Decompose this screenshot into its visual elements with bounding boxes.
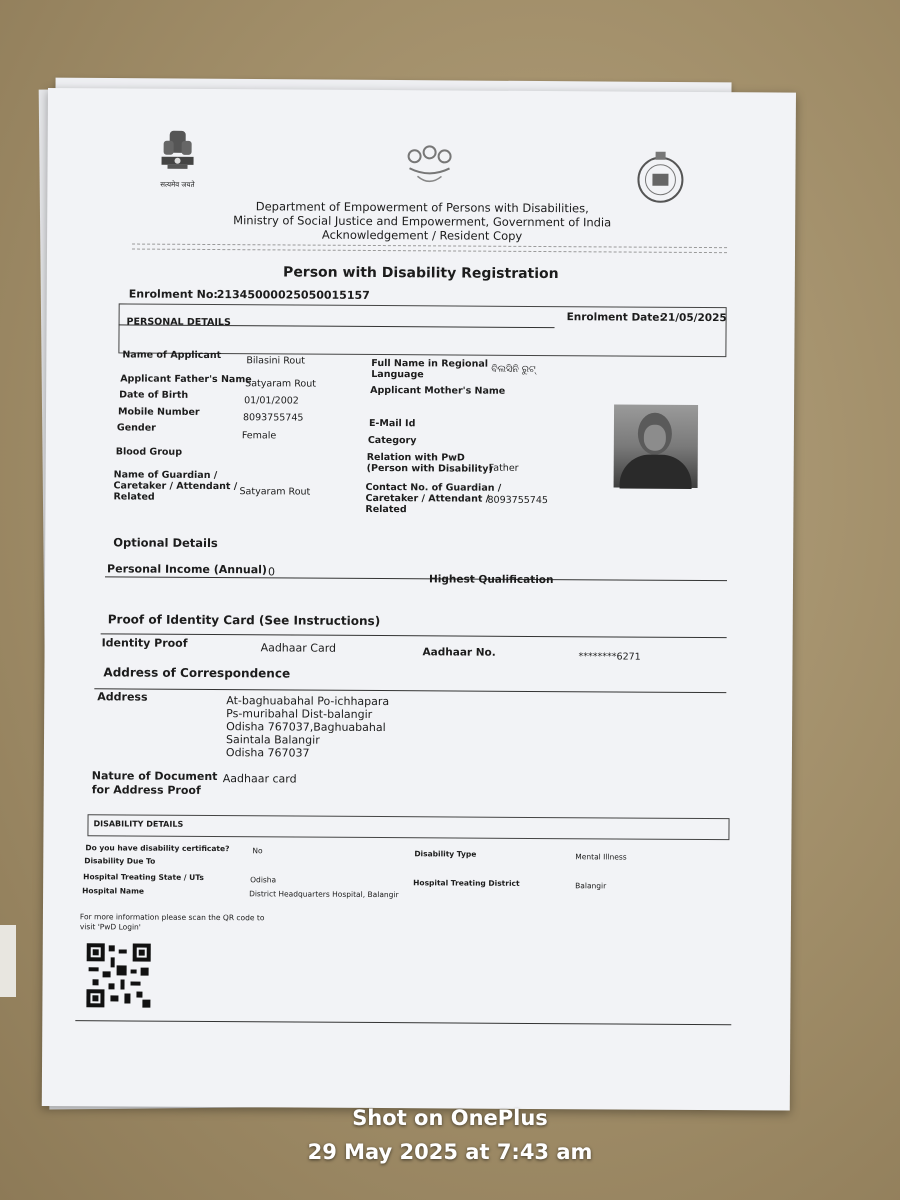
address-line: Odisha 767037,Baghuabahal [226,720,386,735]
guardian-label-line: Caretaker / Attendant / [113,480,238,493]
income-value: 0 [268,565,276,579]
income-label: Personal Income (Annual) [107,562,268,577]
footer-line [75,1020,731,1025]
qr-code-icon[interactable] [86,943,150,1007]
contact-label-line: Related [365,503,407,516]
hospital-district-label: Hospital Treating District [413,878,520,888]
disability-type-label: Disability Type [414,849,477,859]
contact-label-line: Caretaker / Attendant / [365,492,490,505]
department-header [197,199,647,244]
header-line: Acknowledgement / Resident Copy [321,227,523,243]
relation-label-line: Relation with PwD [366,451,465,464]
aadhaar-value: ********6271 [578,651,641,663]
qualification-label: Highest Qualification [428,573,554,587]
gender-label: Gender [116,422,156,434]
regional-name-value: ବିଲସିନି ରୁଟ୍ [491,363,536,375]
divider [132,244,727,249]
regional-name-label [371,358,488,381]
guardian-label-line: Related [113,491,155,503]
header-line: Ministry of Social Justice and Empowerment, Government of India [233,213,612,230]
identity-proof-label: Identity Proof [101,636,188,650]
hospital-name-value: District Headquarters Hospital, Balangir [249,889,399,900]
guardian-contact-value: 8093755745 [487,494,548,507]
photo-body [620,454,692,488]
relation-label-line: (Person with Disability) [366,462,493,475]
disability-details-box [87,814,729,840]
mobile-value: 8093755745 [242,412,304,424]
applicant-photo [614,404,699,488]
address-line: Saintala Balangir [225,733,320,747]
category-label: Category [367,434,417,447]
hospital-state-value: Odisha [250,875,277,885]
doc-label-line: for Address Proof [91,783,201,797]
camera-watermark-brand: Shot on OnePlus [352,1106,548,1130]
aadhaar-label: Aadhaar No. [422,646,496,659]
document-title: Person with Disability Registration [283,264,559,283]
address-document-label [92,769,218,798]
address-label: Address [97,690,148,704]
national-emblem-icon [155,127,199,189]
mobile-label: Mobile Number [117,406,200,418]
enrolment-no-label: Enrolment No: [128,287,218,302]
address-header: Address of Correspondence [103,665,291,681]
ministry-logo-icon [399,142,459,192]
identity-proof-header: Proof of Identity Card (See Instructions) [107,612,381,629]
applicant-name-label: Name of Applicant [122,349,222,362]
identity-proof-value: Aadhaar Card [260,641,337,655]
father-name-label: Applicant Father's Name [120,373,252,386]
acknowledgement-sheet [42,88,796,1111]
address-line: At-baghuabahal Po-ichhapara [226,694,390,709]
header-line: Department of Empowerment of Persons with Disabilities, [255,199,589,216]
applicant-name-value: Bilasini Rout [246,355,305,367]
disability-details-header: DISABILITY DETAILS [93,819,184,829]
blood-group-label: Blood Group [115,446,183,458]
hospital-name-label: Hospital Name [82,886,145,896]
paper-stub-left [0,925,16,997]
hospital-district-value: Balangir [575,881,607,891]
section-line [105,576,727,581]
qr-note-line: For more information please scan the QR code to [79,912,265,923]
section-line [94,688,726,693]
dob-label: Date of Birth [119,389,189,401]
contact-label-line: Contact No. of Guardian / [365,481,502,494]
enrolment-date-label: Enrolment Date: [566,311,664,324]
guardian-contact-label [365,482,501,516]
odisha-seal-icon [635,150,685,206]
section-line [101,633,727,638]
guardian-label-line: Name of Guardian / [113,469,218,482]
disability-type-value: Mental Illness [575,852,627,862]
divider [132,249,727,254]
guardian-label [113,469,237,503]
enrolment-date-value: 21/05/2025 [660,311,727,325]
relation-label [367,452,493,475]
address-lines [226,694,389,760]
doc-label-line: Nature of Document [91,769,218,784]
address-line: Ps-muribahal Dist-balangir [226,707,373,721]
address-document-value: Aadhaar card [222,772,297,786]
personal-details-header: PERSONAL DETAILS [126,316,231,329]
qr-note [80,912,265,933]
regional-label-line: Full Name in Regional [371,357,489,370]
relation-value: Father [488,462,519,474]
photo-face [644,425,666,451]
certificate-value: No [252,846,263,856]
father-name-value: Satyaram Rout [245,378,316,390]
gender-value: Female [241,430,277,442]
enrolment-no-value: 21345000025050015157 [216,288,370,302]
address-line: Odisha 767037 [225,746,310,760]
dob-value: 01/01/2002 [244,395,299,407]
certificate-label: Do you have disability certificate? [85,843,230,854]
qr-note-line: visit 'PwD Login' [79,922,141,932]
emblem-caption: सत्यमेव जयते [160,180,195,189]
regional-label-line: Language [371,368,424,381]
mother-name-label: Applicant Mother's Name [370,384,506,397]
disability-due-label: Disability Due To [84,856,156,866]
camera-watermark-date: 29 May 2025 at 7:43 am [307,1140,593,1164]
email-label: E-Mail Id [368,417,416,430]
guardian-value: Satyaram Rout [239,486,311,498]
optional-details-header: Optional Details [113,535,218,551]
hospital-state-label: Hospital Treating State / UTs [83,872,204,882]
